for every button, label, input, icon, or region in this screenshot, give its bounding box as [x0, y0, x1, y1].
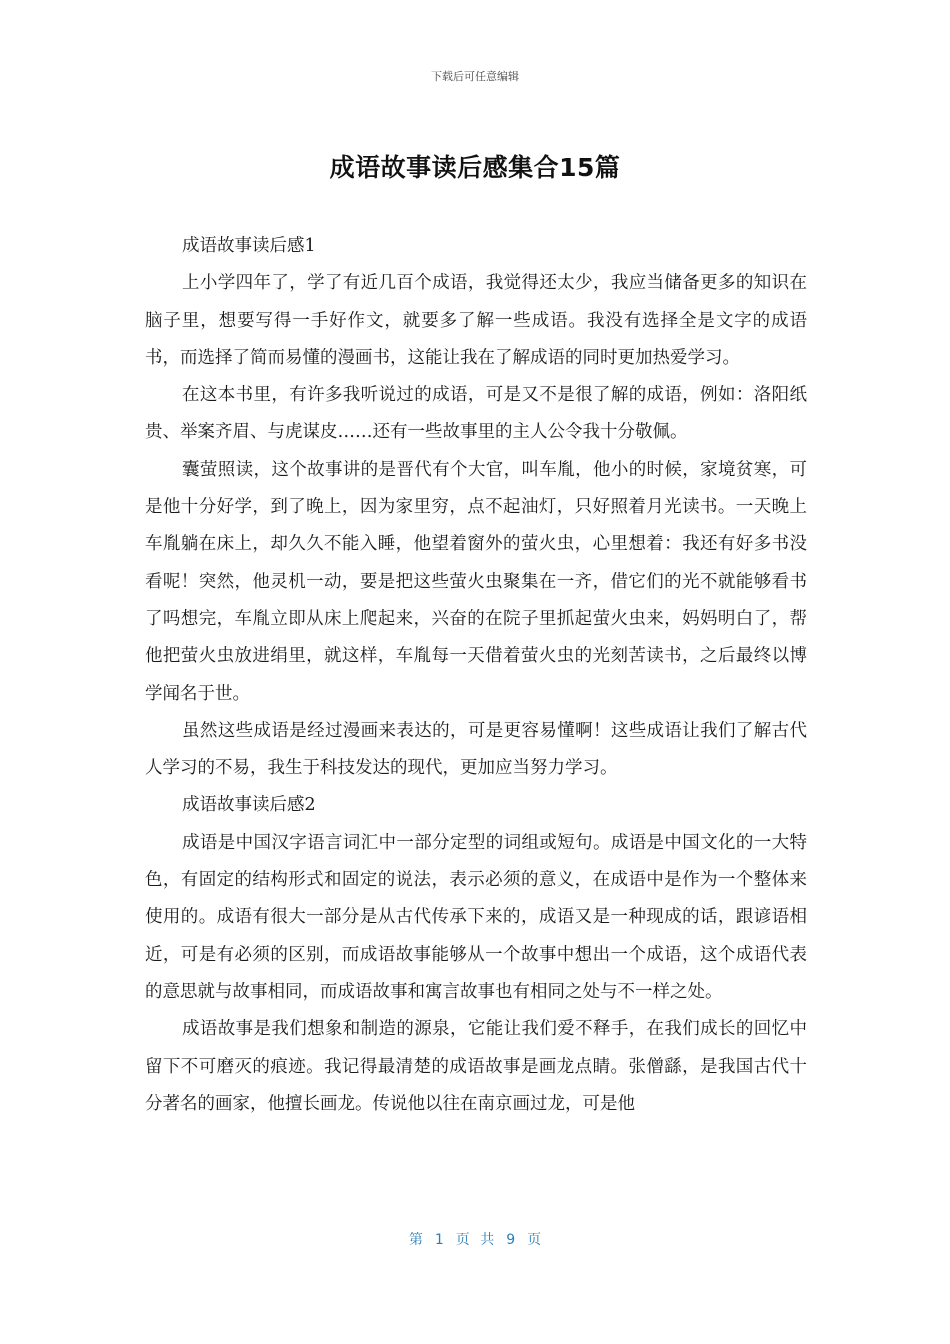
- body-paragraph: 虽然这些成语是经过漫画来表达的，可是更容易懂啊！这些成语让我们了解古代人学习的不易，我生于科技发达的现代，更加应当努力学习。: [145, 720, 807, 779]
- section-heading-2: 成语故事读后感2: [182, 795, 316, 816]
- page-header-note: 下载后可任意编辑: [431, 70, 519, 83]
- footer-current-page: 1: [434, 1232, 444, 1248]
- body-paragraph: 囊萤照读，这个故事讲的是晋代有个大官，叫车胤，他小的时候，家境贫寒，可是他十分好学，到了晚上，因为家里穷，点不起油灯，只好照着月光读书。一天晚上车胤躺在床上，却久久不能入睡，他望着窗外的萤火虫，心里想着：我还有好多书没看呢！突然，他灵机一动，要是把这些萤火虫聚集在一齐，借它们的光不就能够看书了吗想完，车胤立即从床上爬起来，兴奋的在院子里抓起萤火虫来，妈妈明白了，帮他把萤火虫放进绢里，就这样，车胤每一天借着萤火虫的光刻苦读书，之后最终以博学闻名于世。: [145, 459, 807, 704]
- body-paragraph: 上小学四年了，学了有近几百个成语，我觉得还太少，我应当储备更多的知识在脑子里，想要写得一手好作文，就要多了解一些成语。我没有选择全是文字的成语书，而选择了简而易懂的漫画书，这能让我在了解成语的同时更加热爱学习。: [145, 273, 807, 368]
- document-title: 成语故事读后感集合15篇: [329, 153, 621, 182]
- body-paragraph: 成语故事是我们想象和制造的源泉，它能让我们爱不释手，在我们成长的回忆中留下不可磨灭的痕迹。我记得最清楚的成语故事是画龙点睛。张僧繇，是我国古代十分著名的画家，他擅长画龙。传说他以往在南京画过龙，可是他: [145, 1019, 807, 1114]
- page-footer: [0, 1229, 950, 1249]
- document-body: [145, 228, 807, 1123]
- footer-label-page: 第: [408, 1232, 423, 1248]
- section-heading-1: 成语故事读后感1: [182, 236, 316, 256]
- footer-total-pages: 9: [506, 1232, 516, 1248]
- footer-label-of: 页 共: [455, 1232, 495, 1248]
- body-paragraph: 成语是中国汉字语言词汇中一部分定型的词组或短句。成语是中国文化的一大特色，有固定的结构形式和固定的说法，表示必须的意义，在成语中是作为一个整体来使用的。成语有很大一部分是从古代传承下来的，成语又是一种现成的话，跟谚语相近，可是有必须的区别，而成语故事能够从一个故事中想出一个成语，这个成语代表的意思就与故事相同，而成语故事和寓言故事也有相同之处与不一样之处。: [145, 832, 807, 1002]
- footer-label-end: 页: [527, 1232, 542, 1248]
- body-paragraph: 在这本书里，有许多我听说过的成语，可是又不是很了解的成语，例如：洛阳纸贵、举案齐眉、与虎谋皮……还有一些故事里的主人公令我十分敬佩。: [145, 385, 807, 443]
